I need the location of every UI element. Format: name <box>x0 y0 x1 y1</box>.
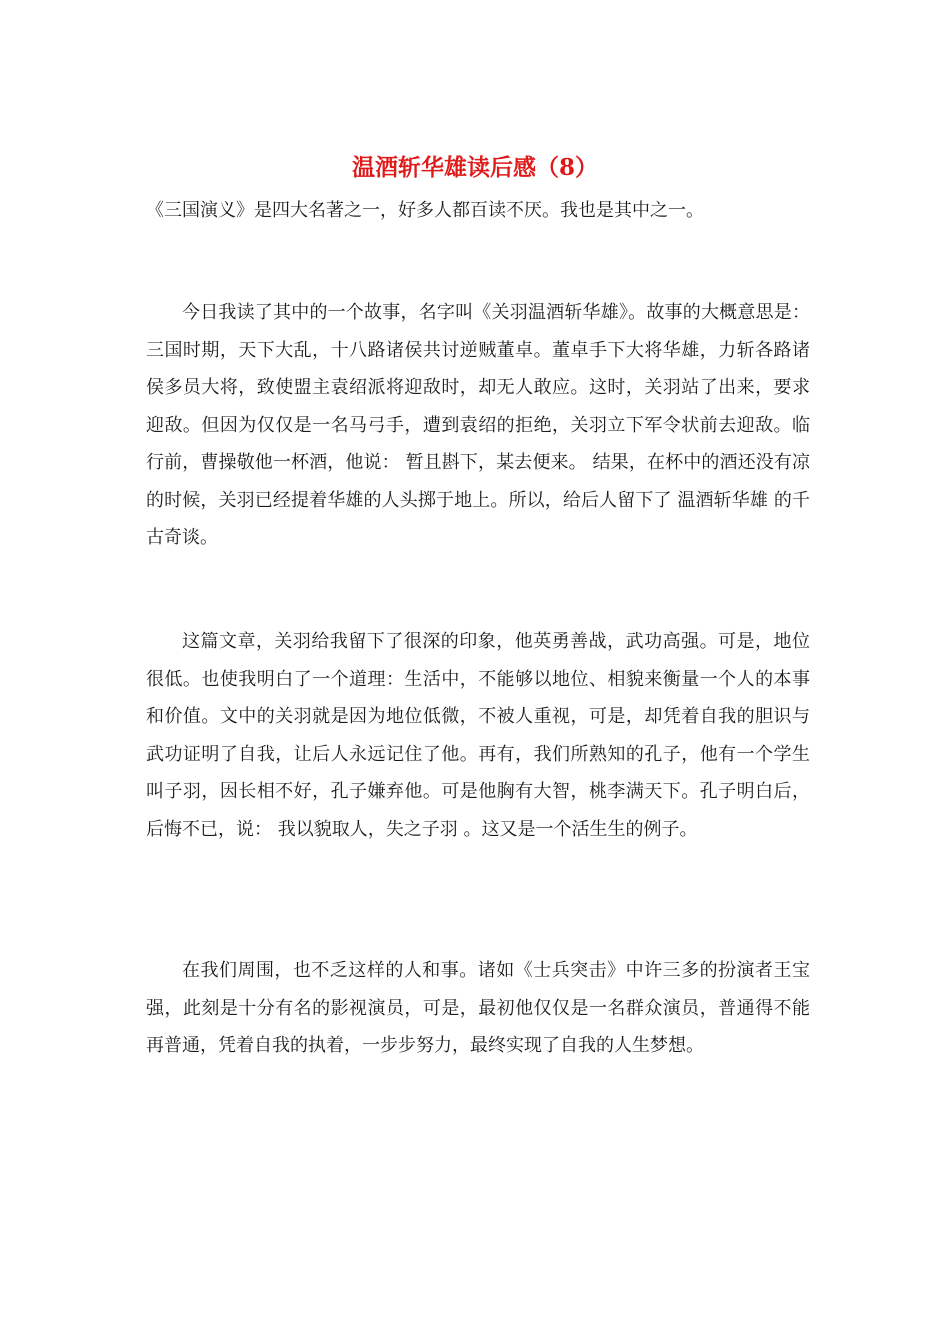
intro-paragraph: 《三国演义》是四大名著之一，好多人都百读不厌。我也是其中之一。 <box>146 200 704 221</box>
document-title: 温酒斩华雄读后感（8） <box>351 154 598 181</box>
body-paragraph-1: 今日我读了其中的一个故事，名字叫《关羽温酒斩华雄》。故事的大概意思是：三国时期，天下大乱，十八路诸侯共讨逆贼董卓。董卓手下大将华雄，力斩各路诸侯多员大将，致使盟主袁绍派将迎敌时，却无人敢应。这时，关羽站了出来，要求迎敌。但因为仅仅是一名马弓手，遭到袁绍的拒绝，关羽立下军令状前去迎敌。临行前，曹操敬他一杯酒，他说： 暂且斟下，某去便来。 结果，在杯中的酒还没有凉的时候，关羽已经提着华雄的人头掷于地上。所以，给后人留下了 温酒斩华雄 的千古奇谈。 <box>146 302 810 548</box>
body-paragraph-2: 这篇文章，关羽给我留下了很深的印象，他英勇善战，武功高强。可是，地位很低。也使我明白了一个道理：生活中，不能够以地位、相貌来衡量一个人的本事和价值。文中的关羽就是因为地位低微，不被人重视，可是，却凭着自我的胆识与武功证明了自我，让后人永远记住了他。再有，我们所熟知的孔子，他有一个学生叫子羽，因长相不好，孔子嫌弃他。可是他胸有大智，桃李满天下。孔子明白后，后悔不已，说： 我以貌取人，失之子羽 。这又是一个活生生的例子。 <box>146 631 810 840</box>
body-paragraph-3: 在我们周围，也不乏这样的人和事。诸如《士兵突击》中许三多的扮演者王宝强，此刻是十分有名的影视演员，可是，最初他仅仅是一名群众演员，普通得不能再普通，凭着自我的执着，一步步努力，最终实现了自我的人生梦想。 <box>146 960 810 1056</box>
